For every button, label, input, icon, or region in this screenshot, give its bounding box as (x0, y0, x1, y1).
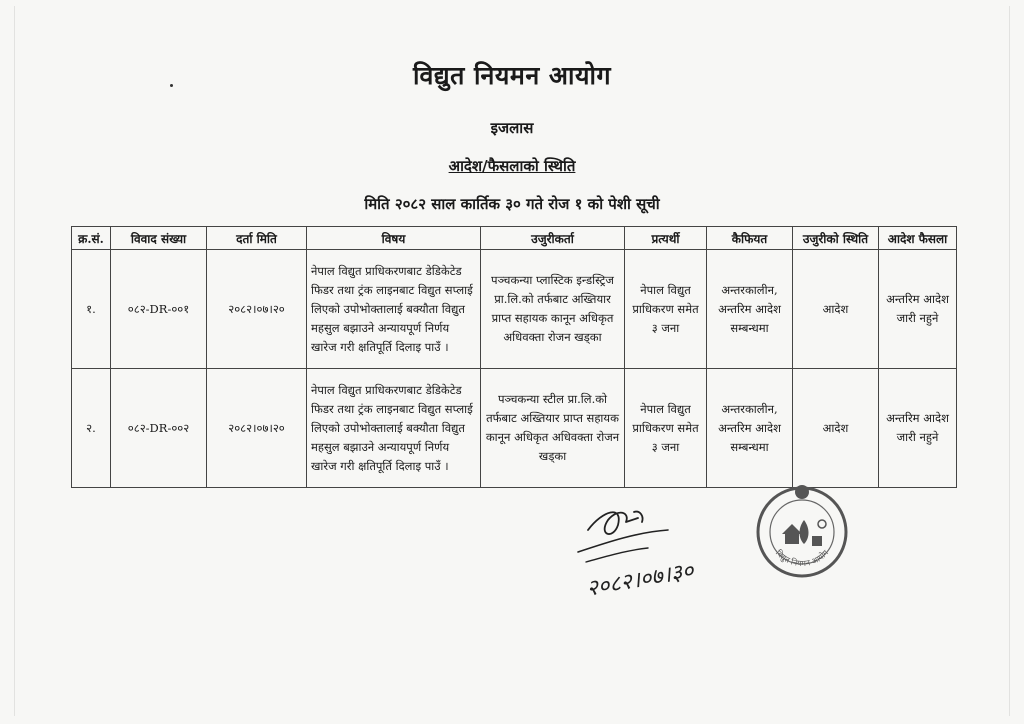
status-cell: आदेश (793, 369, 879, 488)
date-line: मिति २०८२ साल कार्तिक ३० गते रोज १ को पेशी सूची (364, 195, 660, 213)
table-row (72, 369, 957, 488)
cause-list-table (71, 226, 957, 488)
column-header: उजुरीको स्थिति (793, 227, 879, 250)
house-icon (782, 524, 802, 534)
column-header: उजुरीकर्ता (481, 227, 625, 250)
respondent-cell: नेपाल विद्युत प्राधिकरण समेत ३ जना (625, 250, 707, 369)
signature-date: २०८२।०७।३० (584, 558, 696, 602)
registration-date-cell: २०८२।०७।२० (207, 369, 307, 488)
subject-cell: नेपाल विद्युत प्राधिकरणबाट डेडिकेटेड फिडर तथा ट्रंक लाइनबाट विद्युत सप्लाई लिएको उपोभोक्तालाई बक्यौता विद्युत महसुल बझाउने अन्यायपूर्ण निर्णय खारेज गरी क्षतिपूर्ति दिलाइ पाउँ । (307, 369, 481, 488)
bulb-icon (800, 520, 809, 544)
subject-cell: नेपाल विद्युत प्राधिकरणबाट डेडिकेटेड फिडर तथा ट्रंक लाइनबाट विद्युत सप्लाई लिएको उपोभोक्तालाई बक्यौता विद्युत महसुल बझाउने अन्यायपूर्ण निर्णय खारेज गरी क्षतिपूर्ति दिलाइ पाउँ । (307, 250, 481, 369)
column-header: आदेश फैसला (879, 227, 957, 250)
bench-title: इजलास (490, 119, 534, 137)
document-header (0, 58, 1024, 214)
factory-icon (812, 536, 822, 546)
order-cell: अन्तरिम आदेश जारी नहुने (879, 250, 957, 369)
table-row (72, 250, 957, 369)
complainant-cell: पञ्चकन्या स्टील प्रा.लि.को तर्फबाट अख्तियार प्राप्त सहायक कानून अधिकृत अधिवक्ता रोजन खड्का (481, 369, 625, 488)
status-cell: आदेश (793, 250, 879, 369)
emblem-icon (795, 485, 809, 499)
seal-text: विद्युत नियमन आयोग (773, 548, 831, 569)
column-header: विषय (307, 227, 481, 250)
serial-cell: २. (72, 369, 111, 488)
complainant-cell: पञ्चकन्या प्लास्टिक इन्डस्ट्रिज प्रा.लि.को तर्फबाट अख्तियार प्राप्त सहायक कानून अधिकृत अधिवक्ता रोजन खड्का (481, 250, 625, 369)
org-title: विद्युत नियमन आयोग (412, 61, 612, 90)
commission-seal (752, 478, 852, 578)
remarks-cell: अन्तरकालीन, अन्तरिम आदेश सम्बन्धमा (707, 250, 793, 369)
case-number-cell: ०८२-DR-००१ (111, 250, 207, 369)
remarks-cell: अन्तरकालीन, अन्तरिम आदेश सम्बन्धमा (707, 369, 793, 488)
serial-cell: १. (72, 250, 111, 369)
column-header: विवाद संख्या (111, 227, 207, 250)
column-header: क्र.सं. (72, 227, 111, 250)
respondent-cell: नेपाल विद्युत प्राधिकरण समेत ३ जना (625, 369, 707, 488)
registration-date-cell: २०८२।०७।२० (207, 250, 307, 369)
column-header: दर्ता मिति (207, 227, 307, 250)
table-header-row (72, 227, 957, 250)
case-number-cell: ०८२-DR-००२ (111, 369, 207, 488)
order-cell: अन्तरिम आदेश जारी नहुने (879, 369, 957, 488)
column-header: कैफियत (707, 227, 793, 250)
status-title: आदेश/फैसलाको स्थिति (448, 157, 576, 175)
handwritten-signature (568, 490, 758, 610)
column-header: प्रत्यर्थी (625, 227, 707, 250)
